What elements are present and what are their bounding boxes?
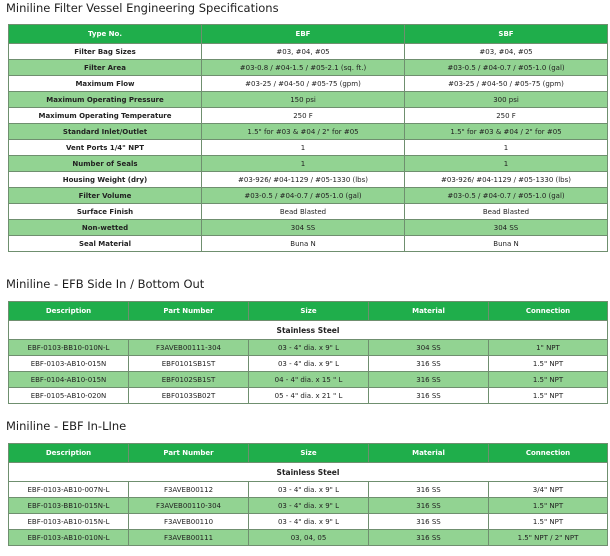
spec-label: Filter Bag Sizes: [9, 44, 202, 60]
cell-connection: 1" NPT: [489, 340, 608, 356]
cell-part-number: F3AVEB00112: [129, 482, 249, 498]
cell-description: EBF-0105-AB10-020N: [9, 388, 129, 404]
spec-table: [8, 24, 608, 252]
group-label: Stainless Steel: [9, 463, 608, 482]
spec-sbf-value: Buna N: [405, 236, 608, 252]
header-description: Description: [9, 302, 129, 321]
table-row: [9, 498, 608, 514]
cell-part-number: F3AVEB00111-304: [129, 340, 249, 356]
spec-ebf-value: #03-0.5 / #04-0.7 / #05-1.0 (gal): [202, 188, 405, 204]
cell-size: 03 - 4" dia. x 9" L: [249, 514, 369, 530]
spec-sbf-value: 304 SS: [405, 220, 608, 236]
spec-ebf-value: 1: [202, 156, 405, 172]
table-row: [9, 44, 608, 60]
spec-ebf-value: 1: [202, 140, 405, 156]
header-material: Material: [369, 444, 489, 463]
cell-description: EBF-0103-AB10-010N-L: [9, 530, 129, 546]
cell-material: 316 SS: [369, 388, 489, 404]
cell-description: EBF-0103-BB10-010N-L: [9, 340, 129, 356]
cell-description: EBF-0104-AB10-015N: [9, 372, 129, 388]
spec-label: Filter Area: [9, 60, 202, 76]
spec-sbf-value: #03-0.5 / #04-0.7 / #05-1.0 (gal): [405, 188, 608, 204]
spec-header-sbf: SBF: [405, 25, 608, 44]
spec-header-type: Type No.: [9, 25, 202, 44]
spec-label: Maximum Operating Temperature: [9, 108, 202, 124]
spec-label: Filter Volume: [9, 188, 202, 204]
header-connection: Connection: [489, 444, 608, 463]
spec-sbf-value: 1: [405, 156, 608, 172]
cell-description: EBF-0103-AB10-015N: [9, 356, 129, 372]
table-row: [9, 140, 608, 156]
spec-ebf-value: #03-25 / #04-50 / #05-75 (gpm): [202, 76, 405, 92]
table-row: [9, 356, 608, 372]
cell-part-number: EBF0102SB1ST: [129, 372, 249, 388]
header-connection: Connection: [489, 302, 608, 321]
header-material: Material: [369, 302, 489, 321]
table-row: [9, 220, 608, 236]
cell-size: 05 - 4" dia. x 21 " L: [249, 388, 369, 404]
side-in-table: [8, 301, 608, 404]
side-in-section-title: Miniline - EFB Side In / Bottom Out: [6, 277, 205, 291]
table-row: [9, 108, 608, 124]
spec-label: Non-wetted: [9, 220, 202, 236]
table-row: [9, 530, 608, 546]
header-size: Size: [249, 302, 369, 321]
group-row: [9, 463, 608, 482]
cell-description: EBF-0103-BB10-015N-L: [9, 498, 129, 514]
table-row: [9, 514, 608, 530]
header-part-number: Part Number: [129, 302, 249, 321]
inline-table: [8, 443, 608, 546]
cell-material: 316 SS: [369, 514, 489, 530]
cell-size: 03 - 4" dia. x 9" L: [249, 482, 369, 498]
cell-material: 316 SS: [369, 482, 489, 498]
inline-section-title: Miniline - EBF In-LIne: [6, 419, 127, 433]
cell-part-number: EBF0101SB1ST: [129, 356, 249, 372]
inline-header-row: [9, 444, 608, 463]
cell-material: 316 SS: [369, 372, 489, 388]
spec-ebf-value: #03-0.8 / #04-1.5 / #05-2.1 (sq. ft.): [202, 60, 405, 76]
spec-header-row: [9, 25, 608, 44]
cell-description: EBF-0103-AB10-007N-L: [9, 482, 129, 498]
spec-label: Seal Material: [9, 236, 202, 252]
cell-connection: 1.5" NPT / 2" NPT: [489, 530, 608, 546]
spec-ebf-value: Bead Blasted: [202, 204, 405, 220]
spec-sbf-value: 1: [405, 140, 608, 156]
spec-label: Maximum Operating Pressure: [9, 92, 202, 108]
cell-material: 316 SS: [369, 498, 489, 514]
spec-label: Number of Seals: [9, 156, 202, 172]
spec-sbf-value: #03-926/ #04-1129 / #05-1330 (lbs): [405, 172, 608, 188]
table-row: [9, 388, 608, 404]
table-row: [9, 340, 608, 356]
table-row: [9, 172, 608, 188]
cell-connection: 3/4" NPT: [489, 482, 608, 498]
spec-section-title: Miniline Filter Vessel Engineering Specifications: [6, 1, 279, 15]
header-part-number: Part Number: [129, 444, 249, 463]
spec-sbf-value: #03-0.5 / #04-0.7 / #05-1.0 (gal): [405, 60, 608, 76]
spec-sbf-value: #03, #04, #05: [405, 44, 608, 60]
table-row: [9, 92, 608, 108]
spec-label: Housing Weight (dry): [9, 172, 202, 188]
spec-sbf-value: 250 F: [405, 108, 608, 124]
table-row: [9, 236, 608, 252]
spec-ebf-value: 304 SS: [202, 220, 405, 236]
spec-sbf-value: Bead Blasted: [405, 204, 608, 220]
spec-ebf-value: 250 F: [202, 108, 405, 124]
cell-description: EBF-0103-AB10-015N-L: [9, 514, 129, 530]
side-in-header-row: [9, 302, 608, 321]
header-description: Description: [9, 444, 129, 463]
cell-part-number: F3AVEB00110-304: [129, 498, 249, 514]
group-row: [9, 321, 608, 340]
spec-sbf-value: #03-25 / #04-50 / #05-75 (gpm): [405, 76, 608, 92]
group-label: Stainless Steel: [9, 321, 608, 340]
table-row: [9, 60, 608, 76]
table-row: [9, 188, 608, 204]
spec-sbf-value: 1.5" for #03 & #04 / 2" for #05: [405, 124, 608, 140]
cell-material: 316 SS: [369, 356, 489, 372]
cell-connection: 1.5" NPT: [489, 514, 608, 530]
spec-label: Vent Ports 1/4" NPT: [9, 140, 202, 156]
cell-size: 03 - 4" dia. x 9" L: [249, 498, 369, 514]
cell-size: 04 - 4" dia. x 15 " L: [249, 372, 369, 388]
cell-material: 304 SS: [369, 340, 489, 356]
spec-ebf-value: #03-926/ #04-1129 / #05-1330 (lbs): [202, 172, 405, 188]
spec-header-ebf: EBF: [202, 25, 405, 44]
cell-size: 03 - 4" dia. x 9" L: [249, 340, 369, 356]
spec-ebf-value: 1.5" for #03 & #04 / 2" for #05: [202, 124, 405, 140]
spec-ebf-value: 150 psi: [202, 92, 405, 108]
cell-connection: 1.5" NPT: [489, 356, 608, 372]
cell-material: 316 SS: [369, 530, 489, 546]
spec-ebf-value: Buna N: [202, 236, 405, 252]
table-row: [9, 482, 608, 498]
cell-part-number: EBF0103SB02T: [129, 388, 249, 404]
header-size: Size: [249, 444, 369, 463]
cell-part-number: F3AVEB00110: [129, 514, 249, 530]
spec-sbf-value: 300 psi: [405, 92, 608, 108]
spec-label: Standard Inlet/Outlet: [9, 124, 202, 140]
cell-part-number: F3AVEB00111: [129, 530, 249, 546]
spec-label: Maximum Flow: [9, 76, 202, 92]
cell-connection: 1.5" NPT: [489, 388, 608, 404]
table-row: [9, 372, 608, 388]
table-row: [9, 156, 608, 172]
cell-connection: 1.5" NPT: [489, 498, 608, 514]
table-row: [9, 76, 608, 92]
table-row: [9, 124, 608, 140]
spec-ebf-value: #03, #04, #05: [202, 44, 405, 60]
cell-size: 03 - 4" dia. x 9" L: [249, 356, 369, 372]
cell-size: 03, 04, 05: [249, 530, 369, 546]
table-row: [9, 204, 608, 220]
spec-label: Surface Finish: [9, 204, 202, 220]
cell-connection: 1.5" NPT: [489, 372, 608, 388]
